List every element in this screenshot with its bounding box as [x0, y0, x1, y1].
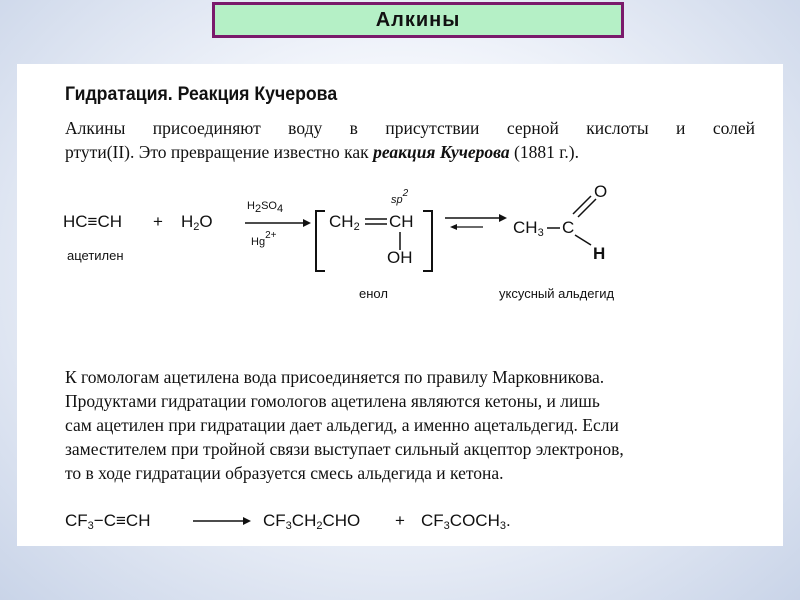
p1-cf-sub: 3 — [285, 520, 292, 532]
p1-cf: CF — [263, 511, 286, 530]
intro-line-2-end: (1881 г.). — [509, 142, 579, 162]
aldehyde-h: H — [593, 244, 606, 263]
water-o: O — [199, 212, 213, 231]
reactant-cf3-alkyne — [65, 511, 150, 532]
equilibrium-head-forward — [499, 214, 507, 222]
sp2-label — [391, 188, 408, 206]
enol-bracket-left — [315, 210, 325, 272]
r2-alkyne-rest: −C≡CH — [93, 511, 151, 530]
enol-ch2 — [329, 212, 360, 233]
sp-sup: 2 — [402, 188, 409, 199]
aldehyde-o: O — [594, 182, 608, 201]
equilibrium-head-back — [450, 224, 457, 230]
para2-line-3: сам ацетилен при гидратации дает альдегид, а именно ацетальдегид. Если — [65, 415, 619, 435]
aldehyde-ch3 — [513, 218, 544, 239]
p1-cho: CHO — [322, 511, 361, 530]
sp-text: sp — [391, 194, 403, 206]
p2-coch-sub: 3 — [499, 520, 506, 532]
cat-h: H — [247, 200, 255, 212]
cat-hg: Hg — [251, 236, 266, 248]
p2-cf-sub: 3 — [443, 520, 450, 532]
enol-ch2-sub: 2 — [353, 221, 360, 233]
plus-sign-2: + — [395, 511, 405, 530]
product-aldehyde — [263, 511, 360, 532]
enol-ch2-text: CH — [329, 212, 354, 231]
water-sub: 2 — [193, 221, 200, 233]
r2-cf: CF — [65, 511, 88, 530]
label-enol: енол — [359, 286, 388, 301]
water-h: H — [181, 212, 194, 231]
p1-ch: CH — [291, 511, 317, 530]
scanned-page — [17, 64, 783, 546]
p1-ch-sub: 2 — [316, 520, 323, 532]
para2-line-2: Продуктами гидратации гомологов ацетилена являются кетоны, и лишь — [65, 391, 600, 411]
intro-line-2-text: ртути(II). Это превращение известно как — [65, 142, 374, 162]
slide-title-box — [212, 2, 624, 38]
r2-cf-sub: 3 — [87, 520, 94, 532]
para2-line-1: К гомологам ацетилена вода присоединяется по правилу Марковникова. — [65, 367, 605, 387]
p2-coch: COCH — [449, 511, 500, 530]
plus-sign-1: + — [153, 212, 163, 231]
aldehyde-co-bond-1 — [573, 196, 591, 214]
enol-ch: CH — [389, 212, 414, 231]
para2-line-5: то в ходе гидратации образуется смесь альдегида и кетона. — [65, 463, 504, 483]
p2-cf: CF — [421, 511, 444, 530]
cat-hg-charge: 2+ — [265, 230, 277, 241]
ald-ch3-text: CH — [513, 218, 538, 237]
enol-bracket-right — [423, 210, 433, 272]
aldehyde-ch-bond — [575, 235, 591, 245]
kucherov-term: реакция Кучерова — [373, 142, 510, 162]
label-aldehyde: уксусный альдегид — [499, 286, 615, 301]
intro-line-1: Алкины присоединяют воду в присутствии серной кислоты и солей — [65, 118, 755, 138]
product-ketone — [421, 511, 511, 532]
section-heading: Гидратация. Реакция Кучерова — [65, 84, 338, 105]
aldehyde-c: C — [562, 218, 575, 237]
p2-period: . — [505, 511, 511, 530]
cat-so: SO — [261, 200, 277, 212]
arrow-head-2 — [243, 517, 251, 525]
slide-title: Алкины — [375, 8, 461, 31]
ald-ch3-sub: 3 — [537, 227, 544, 239]
arrow-head-1 — [303, 219, 311, 227]
label-acetylene: ацетилен — [67, 248, 124, 263]
para2-line-4: заместителем при тройной связи выступает сильный акцептор электронов, — [65, 439, 624, 459]
acetylene-formula: HC≡CH — [63, 212, 123, 231]
cat-so-sub: 4 — [276, 203, 284, 215]
enol-oh: OH — [387, 248, 413, 267]
cat-h-sub: 2 — [254, 203, 262, 215]
